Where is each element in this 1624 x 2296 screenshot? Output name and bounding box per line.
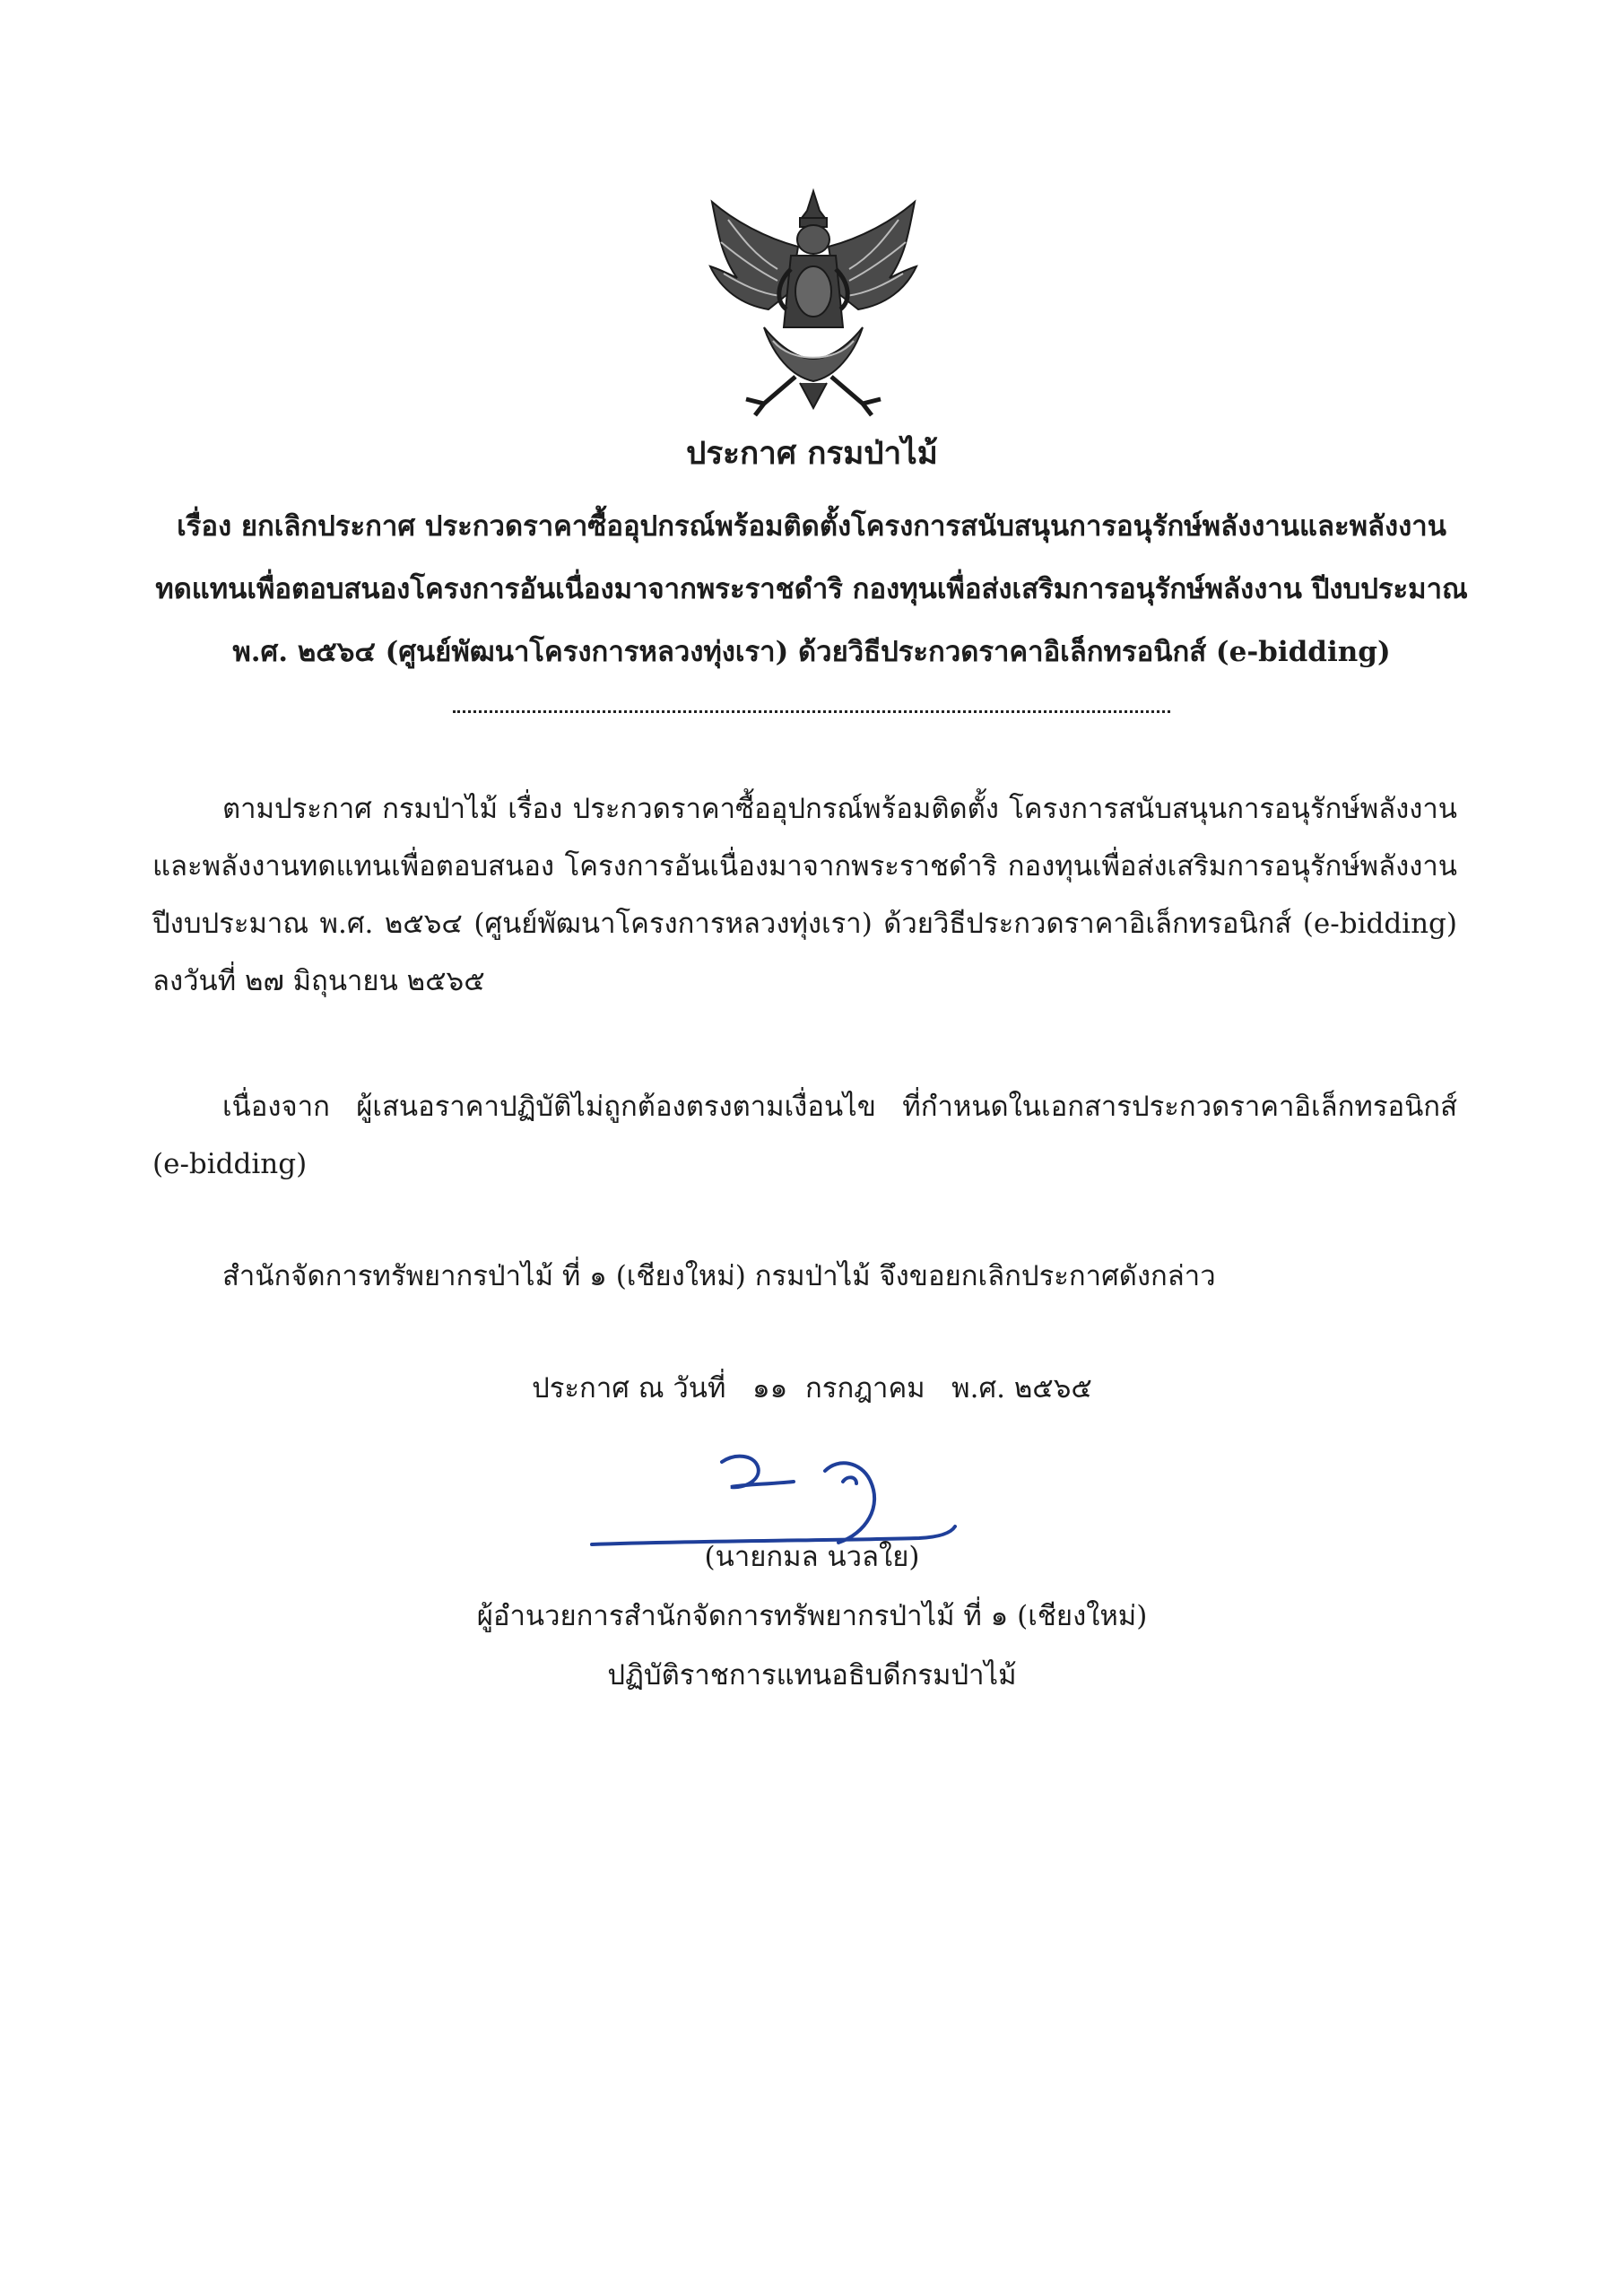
- signer-name: (นายกมล นวลใย): [704, 1541, 920, 1573]
- paragraph-reason-text: เนื่องจาก ผู้เสนอราคาปฏิบัติไม่ถูกต้องตรงตามเงื่อนไข ที่กำหนดในเอกสารประกวดราคาอิเล็กทรอนิกส์ (e-bidding): [152, 1091, 1457, 1180]
- garuda-emblem-icon: [701, 184, 925, 422]
- subject-line-2: ทดแทนเพื่อตอบสนองโครงการอันเนื่องมาจากพระราชดำริ กองทุนเพื่อส่งเสริมการอนุรักษ์พลังงาน ปีงบประมาณ: [155, 573, 1468, 605]
- dotted-divider: [453, 710, 1170, 713]
- paragraph-cancellation: [152, 1248, 1457, 1305]
- signer-position: ผู้อำนวยการสำนักจัดการทรัพยากรป่าไม้ ที่ ๑ (เชียงใหม่): [476, 1600, 1148, 1632]
- signer-acting-on-behalf: ปฏิบัติราชการแทนอธิบดีกรมป่าไม้: [607, 1659, 1017, 1692]
- paragraph-reference: [152, 780, 1457, 1010]
- announce-date: ประกาศ ณ วันที่ ๑๑ กรกฎาคม พ.ศ. ๒๕๖๕: [532, 1372, 1092, 1405]
- announcement-subject: [143, 495, 1480, 683]
- paragraph-cancellation-text: สำนักจัดการทรัพยากรป่าไม้ ที่ ๑ (เชียงใหม่) กรมป่าไม้ จึงขอยกเลิกประกาศดังกล่าว: [222, 1260, 1216, 1292]
- announcement-title: ประกาศ กรมป่าไม้: [686, 435, 938, 472]
- subject-line-3: พ.ศ. ๒๕๖๔ (ศูนย์พัฒนาโครงการหลวงทุ่งเรา) ด้วยวิธีประกวดราคาอิเล็กทรอนิกส์ (e-bidding): [232, 636, 1391, 668]
- subject-line-1: เรื่อง ยกเลิกประกาศ ประกวดราคาซื้ออุปกรณ์พร้อมติดตั้งโครงการสนับสนุนการอนุรักษ์พลังงานและพลังงาน: [177, 510, 1446, 543]
- paragraph-reason: [152, 1078, 1457, 1193]
- paragraph-reference-text: ตามประกาศ กรมป่าไม้ เรื่อง ประกวดราคาซื้ออุปกรณ์พร้อมติดตั้ง โครงการสนับสนุนการอนุรักษ์พลังงาน และพลังงานทดแทนเพื่อตอบสนอง โครงการอันเนื่องมาจากพระราชดำริ กองทุนเพื่อส่งเสริมการอนุรักษ์พลังงาน ปีงบประมาณ พ.ศ. ๒๕๖๔ (ศูนย์พัฒนาโครงการหลวงทุ่งเรา) ด้วยวิธีประกวดราคาอิเล็กทรอนิกส์ (e-bidding) ลงวันที่ ๒๗ มิถุนายน ๒๕๖๕: [152, 793, 1457, 997]
